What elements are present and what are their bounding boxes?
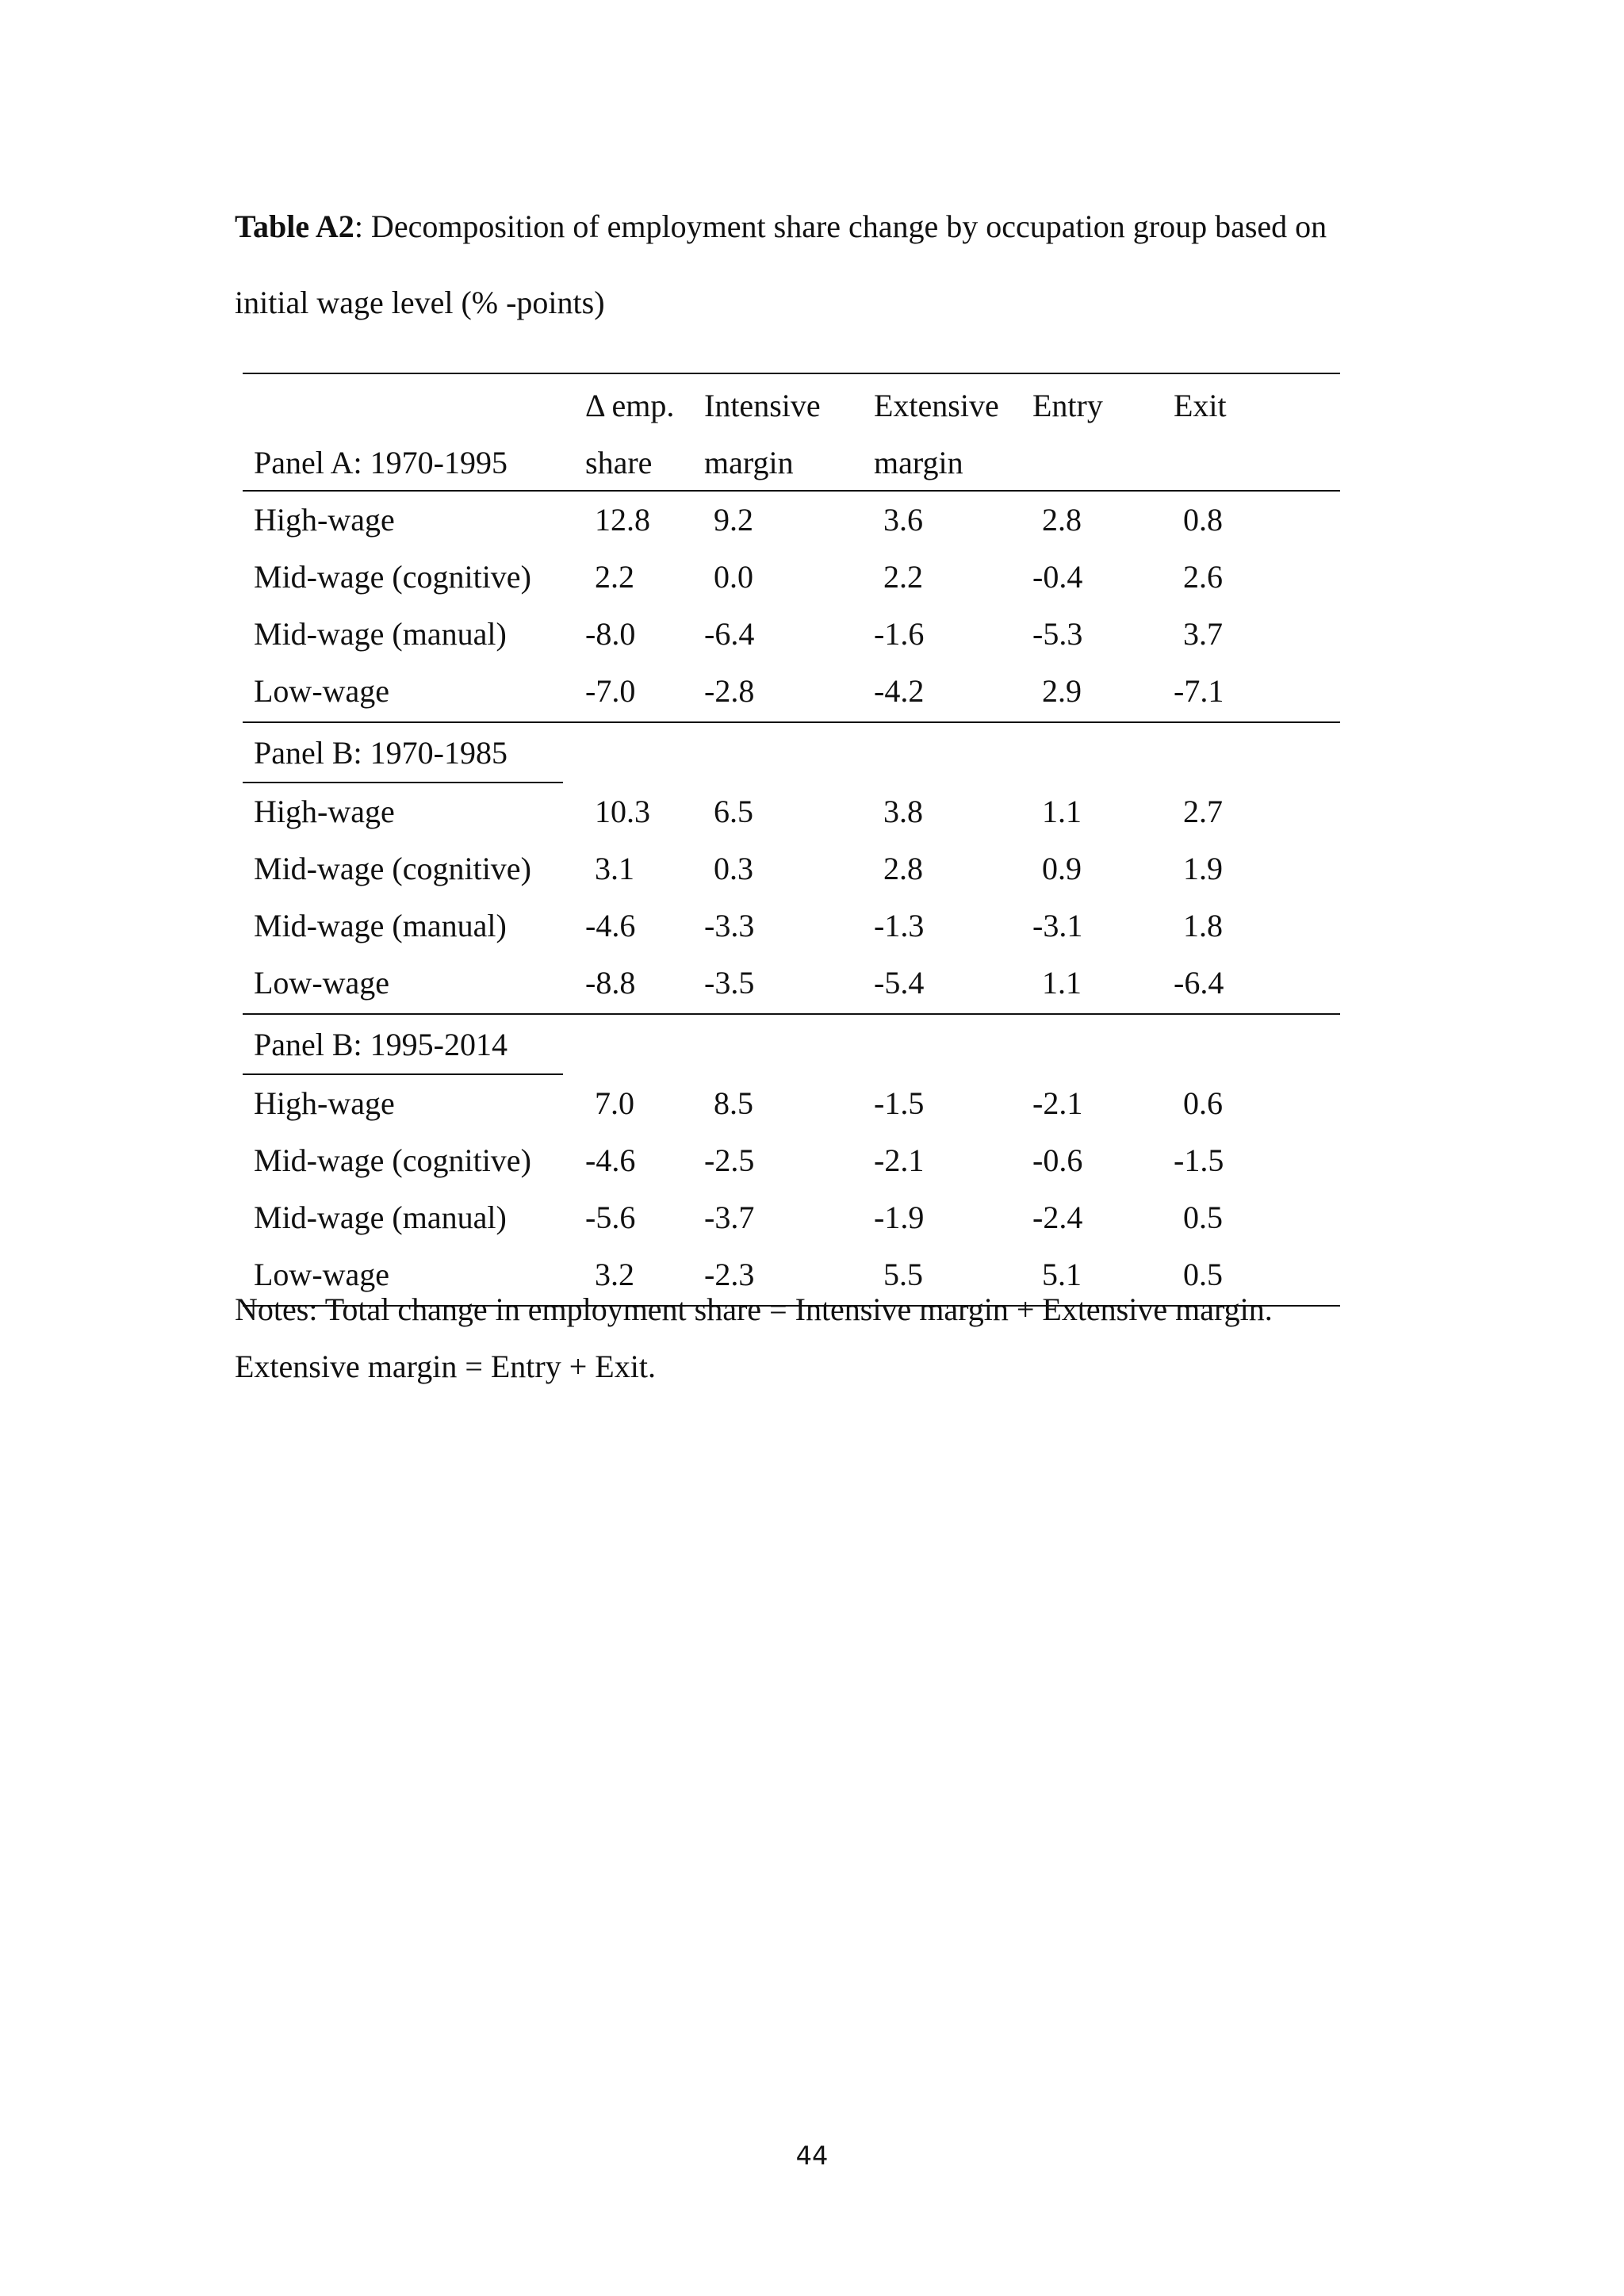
cell-value: -6.4 bbox=[1174, 965, 1224, 1001]
table-row bbox=[243, 606, 1340, 663]
cell-value: 7.0 bbox=[595, 1085, 634, 1121]
cell-value: -0.4 bbox=[1032, 559, 1083, 595]
cell-value: -2.4 bbox=[1032, 1200, 1083, 1235]
page-number: 44 bbox=[795, 2141, 829, 2171]
table-row bbox=[243, 1132, 1340, 1189]
cell-value: -3.1 bbox=[1032, 908, 1083, 943]
row-label: Low-wage bbox=[254, 673, 390, 709]
row-label: High-wage bbox=[254, 1085, 395, 1121]
cell-value: -2.1 bbox=[1032, 1085, 1083, 1121]
cell-value: -1.5 bbox=[1174, 1142, 1224, 1178]
cell-value: -4.6 bbox=[585, 1142, 636, 1178]
cell-value: 2.2 bbox=[595, 559, 634, 595]
cell-value: 0.3 bbox=[714, 851, 753, 886]
cell-value: 0.5 bbox=[1183, 1200, 1223, 1235]
table-row bbox=[243, 955, 1340, 1012]
row-label: Mid-wage (cognitive) bbox=[254, 1142, 531, 1178]
cell-value: -1.3 bbox=[874, 908, 925, 943]
table-row bbox=[243, 549, 1340, 606]
cell-value: 12.8 bbox=[595, 502, 650, 538]
notes-line-2: Extensive margin = Entry + Exit. bbox=[235, 1349, 656, 1384]
table-row bbox=[243, 840, 1340, 897]
cell-value: 2.8 bbox=[883, 851, 923, 886]
header-panel-a-line2: Panel A: 1970-1995 bbox=[254, 445, 508, 480]
cell-value: 5.5 bbox=[883, 1257, 923, 1292]
cell-value: 3.2 bbox=[595, 1257, 634, 1292]
cell-value: -5.3 bbox=[1032, 616, 1083, 652]
table-row bbox=[243, 663, 1340, 720]
cell-value: -3.7 bbox=[704, 1200, 755, 1235]
cell-value: 0.5 bbox=[1183, 1257, 1223, 1292]
cell-value: -2.1 bbox=[874, 1142, 925, 1178]
table-label: Table A2 bbox=[235, 209, 354, 244]
cell-value: 1.9 bbox=[1183, 851, 1223, 886]
cell-value: 0.0 bbox=[714, 559, 753, 595]
panel-title-row bbox=[243, 725, 1340, 782]
table-notes bbox=[235, 1281, 1392, 1395]
cell-value: 0.8 bbox=[1183, 502, 1223, 538]
cell-value: 5.1 bbox=[1042, 1257, 1082, 1292]
cell-value: -6.4 bbox=[704, 616, 755, 652]
row-label: Mid-wage (manual) bbox=[254, 908, 507, 943]
cell-value: -3.5 bbox=[704, 965, 755, 1001]
header-entry-line2 bbox=[1032, 434, 1128, 492]
header-intensive-margin-line1: Intensive bbox=[704, 388, 821, 423]
cell-value: -5.4 bbox=[874, 965, 925, 1001]
header-delta-emp-share-line1: Δ emp. bbox=[585, 388, 675, 423]
cell-value: 0.6 bbox=[1183, 1085, 1223, 1121]
cell-value: 2.8 bbox=[1042, 502, 1082, 538]
cell-value: 1.1 bbox=[1042, 794, 1082, 829]
cell-value: 2.6 bbox=[1183, 559, 1223, 595]
cell-value: -7.0 bbox=[585, 673, 636, 709]
header-extensive-margin-line1: Extensive bbox=[874, 388, 999, 423]
table-row bbox=[243, 492, 1340, 549]
row-label: Low-wage bbox=[254, 1257, 390, 1292]
cell-value: 2.9 bbox=[1042, 673, 1082, 709]
table-row bbox=[243, 897, 1340, 955]
cell-value: -2.3 bbox=[704, 1257, 755, 1292]
cell-value: 3.7 bbox=[1183, 616, 1223, 652]
cell-value: 1.1 bbox=[1042, 965, 1082, 1001]
table-row bbox=[243, 783, 1340, 840]
cell-value: 2.2 bbox=[883, 559, 923, 595]
cell-value: 1.8 bbox=[1183, 908, 1223, 943]
header-row-1 bbox=[243, 377, 1340, 434]
table-title: : Decomposition of employment share change by occupation group based on initial wage level (% -points) bbox=[235, 209, 1327, 320]
cell-value: 0.9 bbox=[1042, 851, 1082, 886]
row-label: Mid-wage (cognitive) bbox=[254, 851, 531, 886]
panel-bottom-rule bbox=[243, 1013, 1340, 1015]
cell-value: -1.6 bbox=[874, 616, 925, 652]
row-label: Mid-wage (manual) bbox=[254, 1200, 507, 1235]
header-extensive-margin-line2: margin bbox=[874, 445, 963, 480]
cell-value: -1.5 bbox=[874, 1085, 925, 1121]
table-top-rule bbox=[243, 373, 1340, 374]
cell-value: -8.8 bbox=[585, 965, 636, 1001]
panel-title: Panel B: 1995-2014 bbox=[254, 1027, 508, 1062]
notes-line-1: Notes: Total change in employment share = Intensive margin + Extensive margin. bbox=[235, 1292, 1273, 1327]
row-label: Low-wage bbox=[254, 965, 390, 1001]
row-label: Mid-wage (manual) bbox=[254, 616, 507, 652]
cell-value: 3.1 bbox=[595, 851, 634, 886]
cell-value: -4.6 bbox=[585, 908, 636, 943]
table-row bbox=[243, 1075, 1340, 1132]
cell-value: -7.1 bbox=[1174, 673, 1224, 709]
cell-value: -3.3 bbox=[704, 908, 755, 943]
cell-value: -2.8 bbox=[704, 673, 755, 709]
header-row-2 bbox=[243, 434, 1340, 492]
header-delta-emp-share-line2: share bbox=[585, 445, 653, 480]
header-entry-line1: Entry bbox=[1032, 388, 1103, 423]
panel-bottom-rule bbox=[243, 721, 1340, 723]
cell-value: 8.5 bbox=[714, 1085, 753, 1121]
table-row bbox=[243, 1189, 1340, 1246]
cell-value: -8.0 bbox=[585, 616, 636, 652]
cell-value: 9.2 bbox=[714, 502, 753, 538]
cell-value: 3.8 bbox=[883, 794, 923, 829]
cell-value: -2.5 bbox=[704, 1142, 755, 1178]
cell-value: -0.6 bbox=[1032, 1142, 1083, 1178]
cell-value: 6.5 bbox=[714, 794, 753, 829]
cell-value: -1.9 bbox=[874, 1200, 925, 1235]
cell-value: -4.2 bbox=[874, 673, 925, 709]
cell-value: 2.7 bbox=[1183, 794, 1223, 829]
cell-value: 10.3 bbox=[595, 794, 650, 829]
cell-value: -5.6 bbox=[585, 1200, 636, 1235]
header-exit-line2 bbox=[1174, 434, 1269, 492]
cell-value: 3.6 bbox=[883, 502, 923, 538]
header-intensive-margin-line2: margin bbox=[704, 445, 794, 480]
panel-title-row bbox=[243, 1016, 1340, 1073]
header-exit-line1: Exit bbox=[1174, 388, 1227, 423]
row-label: High-wage bbox=[254, 502, 395, 538]
panel-title: Panel B: 1970-1985 bbox=[254, 735, 508, 771]
table-caption bbox=[235, 189, 1392, 341]
row-label: High-wage bbox=[254, 794, 395, 829]
row-label: Mid-wage (cognitive) bbox=[254, 559, 531, 595]
